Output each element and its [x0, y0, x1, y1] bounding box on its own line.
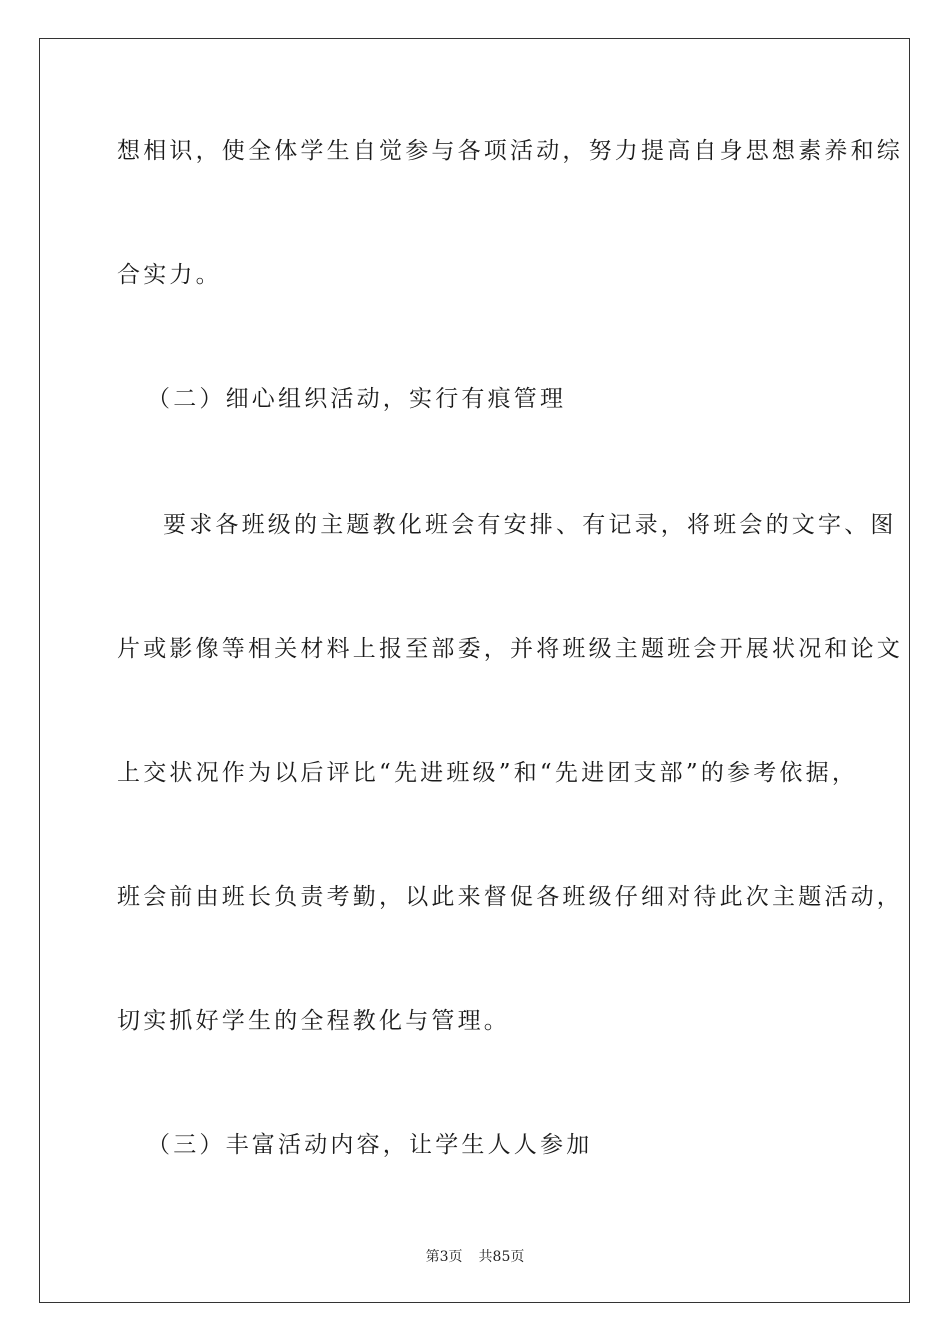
- section-heading: （二）细心组织活动，实行有痕管理: [147, 386, 567, 412]
- paragraph-line: 片或影像等相关材料上报至部委，并将班级主题班会开展状况和论文: [117, 636, 903, 662]
- page-total: 共85页: [478, 1249, 525, 1265]
- paragraph-line: 想相识，使全体学生自觉参与各项活动，努力提高自身思想素养和综: [117, 138, 903, 164]
- paragraph-line: 切实抓好学生的全程教化与管理。: [117, 1008, 510, 1034]
- page-number: 第3页: [425, 1249, 463, 1265]
- paragraph-line: 班会前由班长负责考勤，以此来督促各班级仔细对待此次主题活动，: [117, 884, 903, 910]
- section-heading: （三）丰富活动内容，让学生人人参加: [147, 1132, 593, 1158]
- paragraph-line: 上交状况作为以后评比“先进班级”和“先进团支部”的参考依据，: [117, 760, 859, 786]
- page-border: [39, 38, 910, 1303]
- paragraph-line: 要求各班级的主题教化班会有安排、有记录，将班会的文字、图: [163, 512, 897, 538]
- page-footer: [0, 1248, 950, 1266]
- paragraph-line: 合实力。: [117, 262, 222, 288]
